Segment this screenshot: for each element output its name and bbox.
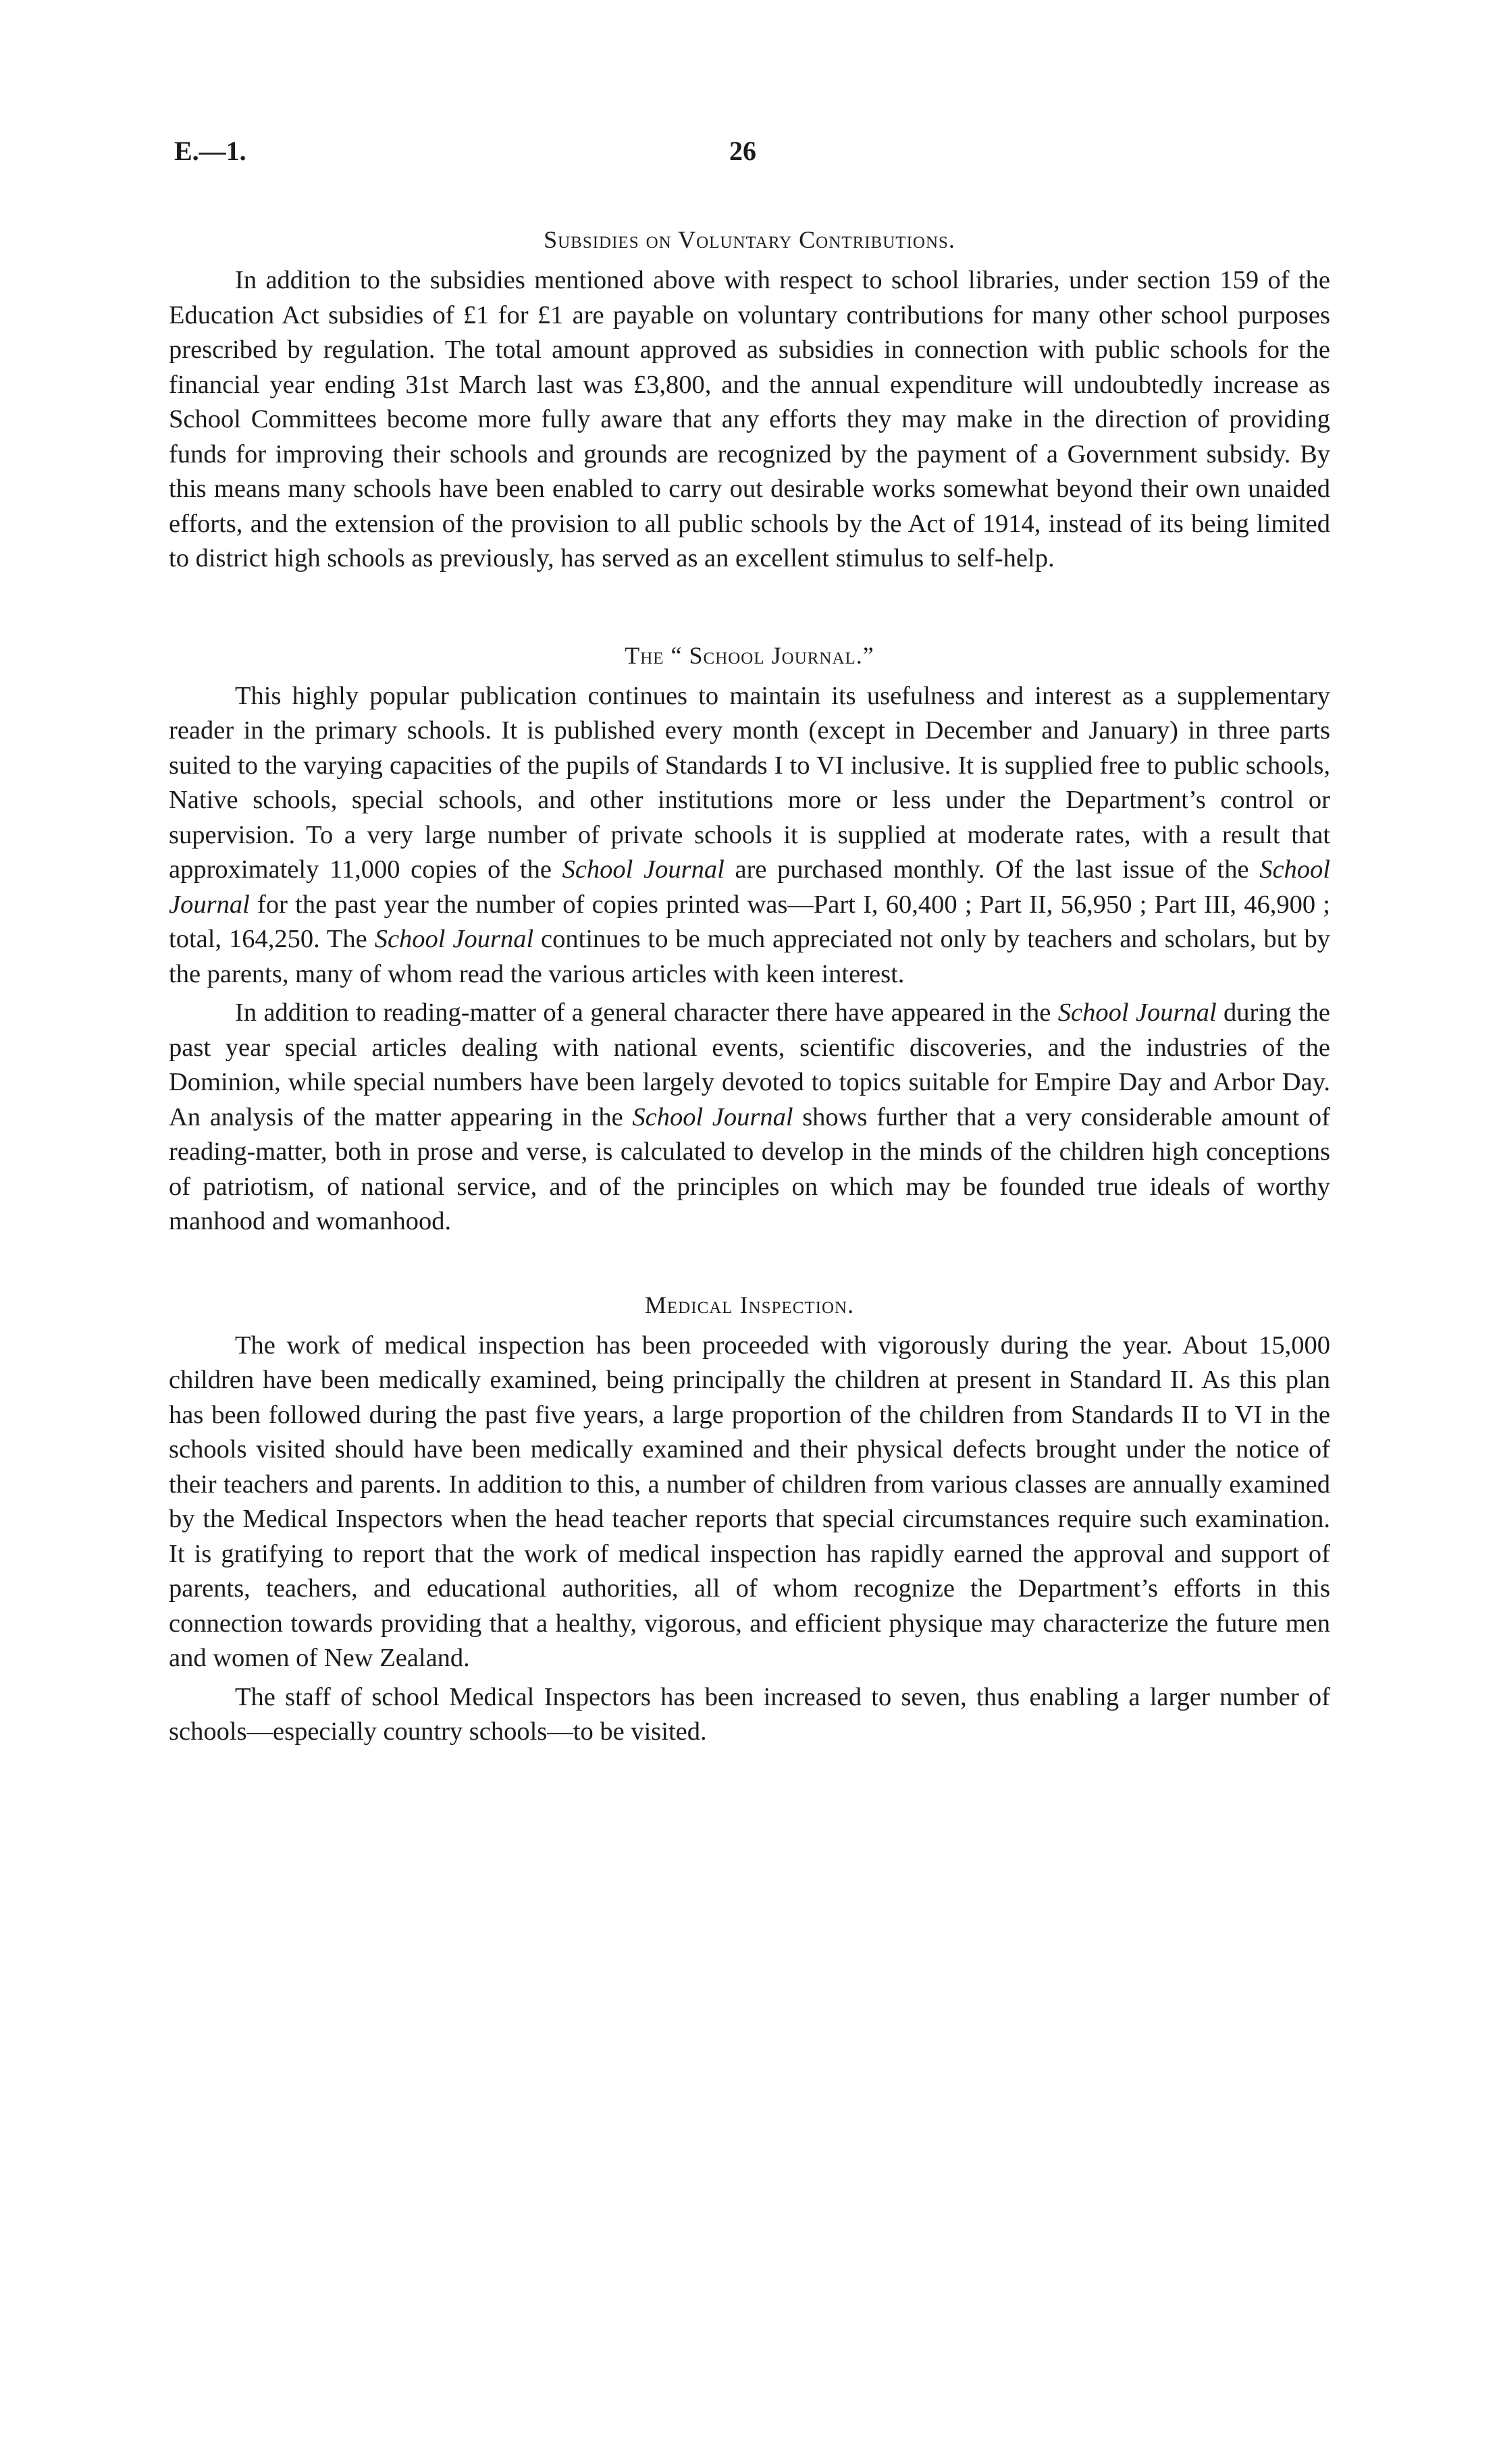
text-run: In addition to reading-matter of a general character there have appeared in the — [235, 998, 1058, 1027]
text-run: shows further that a very considerable amount of reading-matter, both in prose and verse, is calculated to develop in the minds of the children high conceptions of patriotism, of national service, and of the principles on which may be founded true ideals of worthy manhood and womanhood. — [169, 1102, 1330, 1235]
section-medical-inspection — [169, 1288, 1330, 1750]
text-run: for the past year the number of copies printed was—Part I, 60,400 ; Part II, 56,950 ; Part III, 46,900 ; total, 164,250. The — [169, 890, 1330, 953]
text-run: This highly popular publication continues to maintain its usefulness and interest as a supplementary reader in the primary schools. It is published every month (except in December and January) in three parts suited to the varying capacities of the pupils of Standards I to VI inclusive. It is supplied free to public schools, Native schools, special schools, and other institutions more or less under the Department’s control or supervision. To a very large number of private schools it is supplied at moderate rates, with a result that approximately 11,000 copies of the — [169, 681, 1330, 884]
paragraph: The staff of school Medical Inspectors has been increased to seven, thus enabling a larger number of schools—especially country schools—to be visited. — [169, 1682, 1330, 1746]
paragraph: The work of medical inspection has been proceeded with vigorously during the year. About 15,000 children have been medically examined, being principally the children at present in Standard II. As this plan has been followed during the past five years, a large proportion of the children from Standards II to VI in the schools visited should have been medically examined and their physical defects brought under the notice of their teachers and parents. In addition to this, a number of children from various classes are annually examined by the Medical Inspectors when the head teacher reports that special circumstances require such examination. It is gratifying to report that the work of medical inspection has rapidly earned the approval and support of parents, teachers, and educational authorities, all of whom recognize the Department’s efforts in this connection towards providing that a healthy, vigorous, and efficient physique may characterize the future men and women of New Zealand. — [169, 1331, 1330, 1672]
journal-title: School Journal — [562, 855, 725, 884]
section-heading-medical-inspection: Medical Inspection. — [644, 1291, 855, 1318]
running-header — [169, 135, 1330, 176]
section-heading-subsidies: Subsidies on Voluntary Contributions. — [544, 226, 955, 253]
journal-title: School Journal — [169, 855, 1330, 919]
section-subsidies — [169, 223, 1330, 577]
section-school-journal — [169, 639, 1330, 1239]
paragraph — [169, 679, 1330, 992]
journal-title: School Journal — [374, 925, 534, 953]
section-heading-school-journal: The “ School Journal.” — [625, 641, 874, 669]
document-reference: E.—1. — [174, 136, 246, 166]
journal-title: School Journal — [632, 1102, 793, 1131]
paragraph — [169, 996, 1330, 1239]
paragraph: In addition to the subsidies mentioned above with respect to school libraries, under section 159 of the Education Act subsidies of £1 for £1 are payable on voluntary contributions for many other school purposes prescribed by regulation. The total amount approved as subsidies in connection with public schools for the financial year ending 31st March last was £3,800, and the annual expenditure will undoubtedly increase as School Committees become more fully aware that any efforts they may make in the direction of providing funds for improving their schools and grounds are recognized by the payment of a Government subsidy. By this means many schools have been enabled to carry out desirable works somewhat beyond their own unaided efforts, and the extension of the provision to all public schools by the Act of 1914, instead of its being limited to district high schools as previously, has served as an excellent stimulus to self-help. — [169, 266, 1330, 572]
page-number: 26 — [729, 136, 756, 166]
text-run: are purchased monthly. Of the last issue of the — [724, 855, 1260, 884]
document-page — [169, 135, 1330, 1750]
text-run: during the past year special articles dealing with national events, scientific discoveries, and the industries of the Dominion, while special numbers have been largely devoted to topics suitable for Empire Day and Arbor Day. An analysis of the matter appearing in the — [169, 998, 1330, 1131]
journal-title: School Journal — [1057, 998, 1217, 1027]
text-run: continues to be much appreciated not only by teachers and scholars, but by the parents, many of whom read the various articles with keen interest. — [169, 925, 1331, 988]
